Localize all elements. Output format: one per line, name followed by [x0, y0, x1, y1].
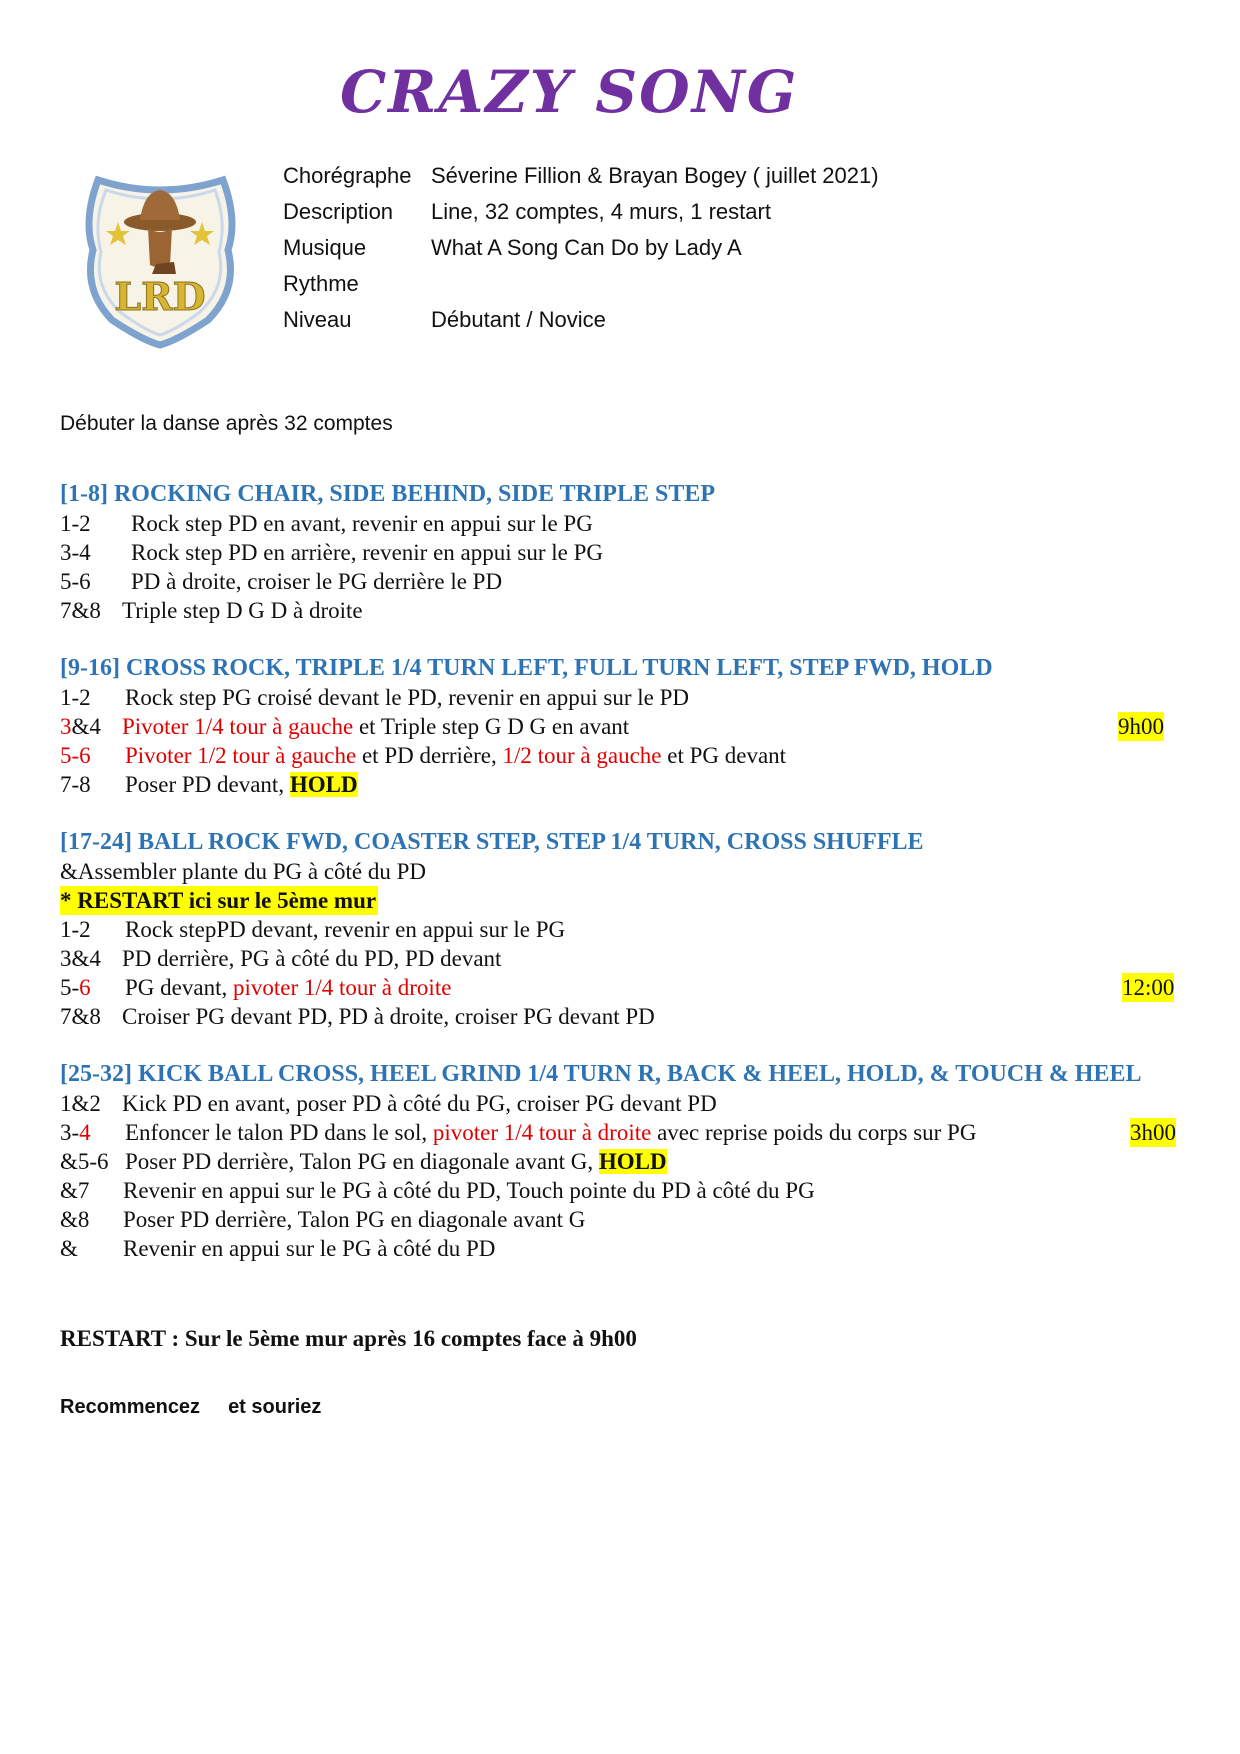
step-row [60, 1147, 1190, 1176]
closing-word-a: Recommencez [60, 1396, 201, 1418]
restart-note: * RESTART ici sur le 5ème mur [60, 888, 377, 913]
step-text: Revenir en appui sur le PG à côté du PD [123, 1236, 496, 1261]
step-count [60, 1118, 91, 1147]
step-row [60, 944, 1190, 973]
step-count: 5-6 [60, 569, 91, 594]
step-text [125, 741, 786, 770]
dance-title: CRAZY SONG [340, 58, 799, 126]
turn-text: pivoter 1/4 tour à droite [432, 1120, 652, 1145]
step-row [60, 596, 1190, 625]
info-label: Rythme [283, 271, 359, 296]
step-text: PD à droite, croiser le PG derrière le PD [131, 569, 503, 594]
section-1-8 [60, 480, 1190, 625]
info-label: Musique [283, 235, 367, 260]
step-row [60, 712, 1190, 741]
step-row [60, 683, 1190, 712]
hold-badge: HOLD [598, 1149, 667, 1174]
step-count: 1-2 [60, 511, 91, 536]
step-text [125, 1147, 667, 1176]
facing-wall-badge: 9h00 [1118, 714, 1164, 739]
step-count: 5-6 [60, 743, 91, 768]
turn-text: Pivoter 1/4 tour à gauche [122, 714, 354, 739]
facing-wall-badge: 3h00 [1130, 1120, 1176, 1145]
step-text-end: avec reprise poids du corps sur PG [651, 1120, 977, 1145]
step-text-mid: et PD derrière, [356, 743, 503, 768]
step-count [60, 712, 101, 741]
lrd-logo [78, 170, 243, 350]
section-17-24 [60, 828, 1190, 1031]
section-title: [1-8] ROCKING CHAIR, SIDE BEHIND, SIDE TRIPLE STEP [60, 481, 716, 507]
step-count-rest: &4 [71, 714, 101, 739]
step-row [60, 741, 1190, 770]
step-text [125, 1118, 976, 1147]
step-row [60, 538, 1190, 567]
step-count-turn: 4 [79, 1120, 91, 1145]
step-row [60, 1176, 1190, 1205]
facing-wall-badge: 12:00 [1122, 975, 1175, 1000]
step-count-a: 5- [60, 975, 80, 1000]
step-text: Revenir en appui sur le PG à côté du PD, Touch pointe du PD à côté du PG [123, 1178, 815, 1203]
step-text: Rock step PG croisé devant le PD, revenir en appui sur le PD [125, 685, 690, 710]
closing-word-b: et souriez [228, 1396, 322, 1418]
step-row [60, 1118, 1190, 1147]
step-text-rest: et Triple step G D G en avant [353, 714, 630, 739]
step-row [60, 509, 1190, 538]
step-count: 1-2 [60, 917, 91, 942]
step-count: 3&4 [60, 946, 101, 971]
turn-text: Pivoter 1/2 tour à gauche [125, 743, 357, 768]
logo-text: LRD [114, 274, 206, 319]
step-text-main: PG devant, [125, 975, 233, 1000]
turn-text: pivoter 1/4 tour à droite [232, 975, 452, 1000]
step-count-turn: 6 [79, 975, 91, 1000]
section-title: [25-32] KICK BALL CROSS, HEEL GRIND 1/4 TURN R, BACK & HEEL, HOLD, & TOUCH & HEEL [60, 1061, 1142, 1087]
step-text [125, 973, 451, 1002]
step-text: Poser PD derrière, Talon PG en diagonale avant G [123, 1207, 586, 1232]
info-label: Niveau [283, 307, 352, 332]
step-text: Rock step PD en avant, revenir en appui sur le PG [131, 511, 593, 536]
step-text-main: Poser PD derrière, Talon PG en diagonale avant G, [125, 1149, 599, 1174]
closing-line [60, 1396, 321, 1419]
step-text: Rock stepPD devant, revenir en appui sur le PG [125, 917, 566, 942]
step-count: 1-2 [60, 685, 91, 710]
step-row [60, 973, 1190, 1002]
step-row [60, 1002, 1190, 1031]
step-row [60, 1089, 1190, 1118]
step-text: Kick PD en avant, poser PD à côté du PG, croiser PG devant PD [122, 1091, 717, 1116]
step-count: 1&2 [60, 1091, 101, 1116]
step-text-main: Enfoncer le talon PD dans le sol, [125, 1120, 433, 1145]
step-count-turn: 3 [60, 714, 72, 739]
info-label: Chorégraphe [283, 163, 412, 188]
step-count: & [60, 1236, 78, 1261]
info-value: Séverine Fillion & Brayan Bogey ( juillet 2021) [431, 163, 879, 188]
step-count: 7&8 [60, 1004, 101, 1029]
section-title: [9-16] CROSS ROCK, TRIPLE 1/4 TURN LEFT, FULL TURN LEFT, STEP FWD, HOLD [60, 655, 993, 681]
step-text: PD derrière, PG à côté du PD, PD devant [122, 946, 502, 971]
restart-row [60, 886, 1190, 915]
step-text-rest: et PG devant [661, 743, 787, 768]
step-count [60, 973, 91, 1002]
step-row [60, 915, 1190, 944]
pre-step-row [60, 857, 1190, 886]
step-count: &7 [60, 1178, 90, 1203]
info-label: Description [283, 199, 394, 224]
step-text: Triple step D G D à droite [122, 598, 363, 623]
info-value: What A Song Can Do by Lady A [431, 235, 742, 260]
section-9-16 [60, 654, 1190, 799]
step-text: Rock step PD en arrière, revenir en appui sur le PG [131, 540, 603, 565]
turn-text: 1/2 tour à gauche [502, 743, 662, 768]
info-value: Line, 32 comptes, 4 murs, 1 restart [431, 199, 771, 224]
step-text [125, 770, 358, 799]
step-text: Croiser PG devant PD, PD à droite, croiser PG devant PD [122, 1004, 655, 1029]
step-count: 3-4 [60, 540, 91, 565]
step-text [122, 712, 629, 741]
step-row [60, 567, 1190, 596]
step-row [60, 770, 1190, 799]
pre-step-text: &Assembler plante du PG à côté du PD [60, 859, 427, 884]
section-title: [17-24] BALL ROCK FWD, COASTER STEP, STEP 1/4 TURN, CROSS SHUFFLE [60, 829, 924, 855]
section-25-32 [60, 1060, 1190, 1263]
info-value: Débutant / Novice [431, 307, 606, 332]
step-row [60, 1205, 1190, 1234]
step-count: 7&8 [60, 598, 101, 623]
step-count: 7-8 [60, 772, 91, 797]
intro-text: Débuter la danse après 32 comptes [60, 412, 393, 435]
step-text-main: Poser PD devant, [125, 772, 290, 797]
hold-badge: HOLD [289, 772, 358, 797]
restart-summary: RESTART : Sur le 5ème mur après 16 comptes face à 9h00 [60, 1326, 637, 1351]
step-count-a: 3- [60, 1120, 80, 1145]
step-count: &5-6 [60, 1149, 109, 1174]
step-row [60, 1234, 1190, 1263]
step-count: &8 [60, 1207, 90, 1232]
